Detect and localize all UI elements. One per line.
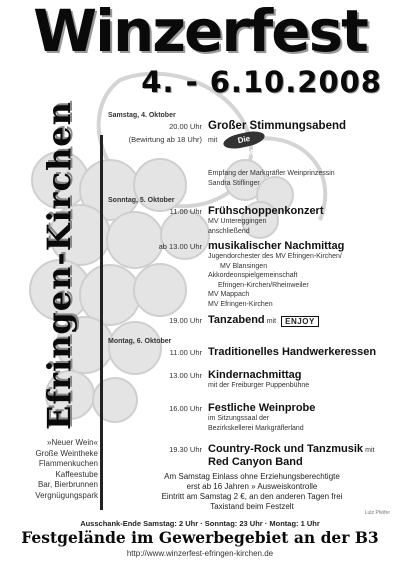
event-detail: Jugendorchester des MV Efringen-Kirchen/ (208, 253, 342, 260)
event-row (108, 346, 396, 358)
notice-line: erst ab 16 Jahren » Ausweiskontrolle (186, 482, 318, 491)
band-logo: ENJOY (281, 316, 319, 327)
offer-item: Kaffeestube (55, 469, 98, 479)
website-link[interactable]: http://www.winzerfest-efringen-kirchen.de (126, 549, 274, 558)
event-detail: MV Mappach (208, 291, 250, 298)
event-detail: Bezirkskellerei Markgräflerland (208, 424, 304, 432)
event-detail: im Sitzungssaal der (208, 415, 270, 423)
band-logo: Die Kraichtaler (222, 129, 266, 151)
event-time: 19.00 Uhr (169, 316, 202, 325)
notice-line: Eintritt am Samstag 2 €, an den anderen Tagen frei (161, 492, 343, 501)
event-detail: mit (365, 447, 375, 455)
event-detail: Empfang der Markgräfler Weinprinzessin (208, 170, 335, 177)
offer-item: Flammenkuchen (38, 459, 98, 468)
event-title: Festliche Weinprobe (208, 402, 316, 415)
offer-item: Bar, Bierbrunnen (37, 480, 98, 489)
event-details (208, 414, 396, 433)
event-row (108, 314, 396, 327)
event-title: Großer Stimmungsabend (208, 120, 347, 132)
divider-line (100, 135, 103, 510)
event-time: 11.00 Uhr (169, 347, 202, 357)
event-details (208, 381, 396, 391)
event-title: Red Canyon Band (208, 455, 303, 468)
event-time: 13.00 Uhr (169, 370, 202, 380)
design-credit: Lutz Pfeifer (364, 510, 390, 516)
event-row (108, 443, 396, 456)
event-time: ab 13.00 Uhr (158, 242, 202, 251)
event-row (108, 402, 396, 414)
day-heading: Samstag, 4. Oktober (108, 112, 176, 119)
entry-notice (108, 472, 396, 512)
event-detail: MV Untereggingen (208, 218, 267, 225)
event-detail: MV Blansingen (220, 262, 268, 270)
event-details (208, 217, 396, 236)
event-details (208, 169, 396, 188)
event-row (108, 120, 396, 132)
offer-item: Vergnügungspark (35, 490, 98, 500)
closing-hours: Ausschank-Ende Samstag: 2 Uhr · Sonntag: 23 Uhr · Montag: 1 Uhr (80, 519, 320, 528)
event-detail: mit (266, 318, 277, 325)
event-row (108, 369, 396, 381)
event-detail: mit (208, 136, 218, 144)
event-row (108, 133, 396, 162)
offer-list (4, 438, 98, 501)
event-row (108, 205, 396, 217)
event-title: musikalischer Nachmittag (208, 240, 345, 252)
day-heading: Montag, 6. Oktober (108, 337, 172, 345)
event-detail: Sandra Stiflinger (208, 179, 260, 187)
event-time: 16.00 Uhr (169, 404, 202, 414)
notice-line: Am Samstag Einlass ohne Erziehungsberechtigte (164, 472, 340, 481)
event-detail: Akkordeonspielgemeinschaft (208, 272, 298, 279)
event-dates: 4. - 6.10.2008 (141, 65, 382, 99)
event-title: Traditionelles Handwerkeressen (208, 345, 377, 358)
event-time: 11.00 Uhr (169, 207, 202, 216)
event-time: 20.00 Uhr (169, 122, 202, 131)
event-title: Country-Rock und Tanzmusik (208, 443, 364, 456)
event-details (208, 456, 396, 468)
page-title: Winzerfest (33, 0, 367, 65)
offer-item: »Neuer Wein« (47, 438, 98, 447)
event-time: 19.30 Uhr (169, 445, 202, 455)
event-detail: MV Efringen-Kirchen (208, 300, 273, 308)
event-detail: mit der Freiburger Puppenbühne (208, 381, 310, 389)
event-time: (Bewirtung ab 18 Uhr) (128, 134, 202, 144)
event-row (108, 240, 396, 252)
day-heading: Sonntag, 5. Oktober (108, 197, 175, 204)
event-title: Frühschoppenkonzert (208, 205, 324, 217)
event-detail: Efringen-Kirchen/Rheinweiler (218, 281, 309, 289)
event-details (208, 252, 396, 309)
schedule (108, 108, 396, 468)
town-name: Efringen-Kirchen (40, 101, 78, 430)
event-title: Kindernachmittag (208, 368, 302, 381)
notice-line: Taxistand beim Festzelt (210, 502, 294, 511)
offer-item: Große Weintheke (35, 448, 98, 458)
event-title: Tanzabend (208, 314, 265, 326)
venue: Festgelände im Gewerbegebiet an der B3 (21, 528, 379, 547)
event-detail: anschließend (208, 227, 250, 235)
